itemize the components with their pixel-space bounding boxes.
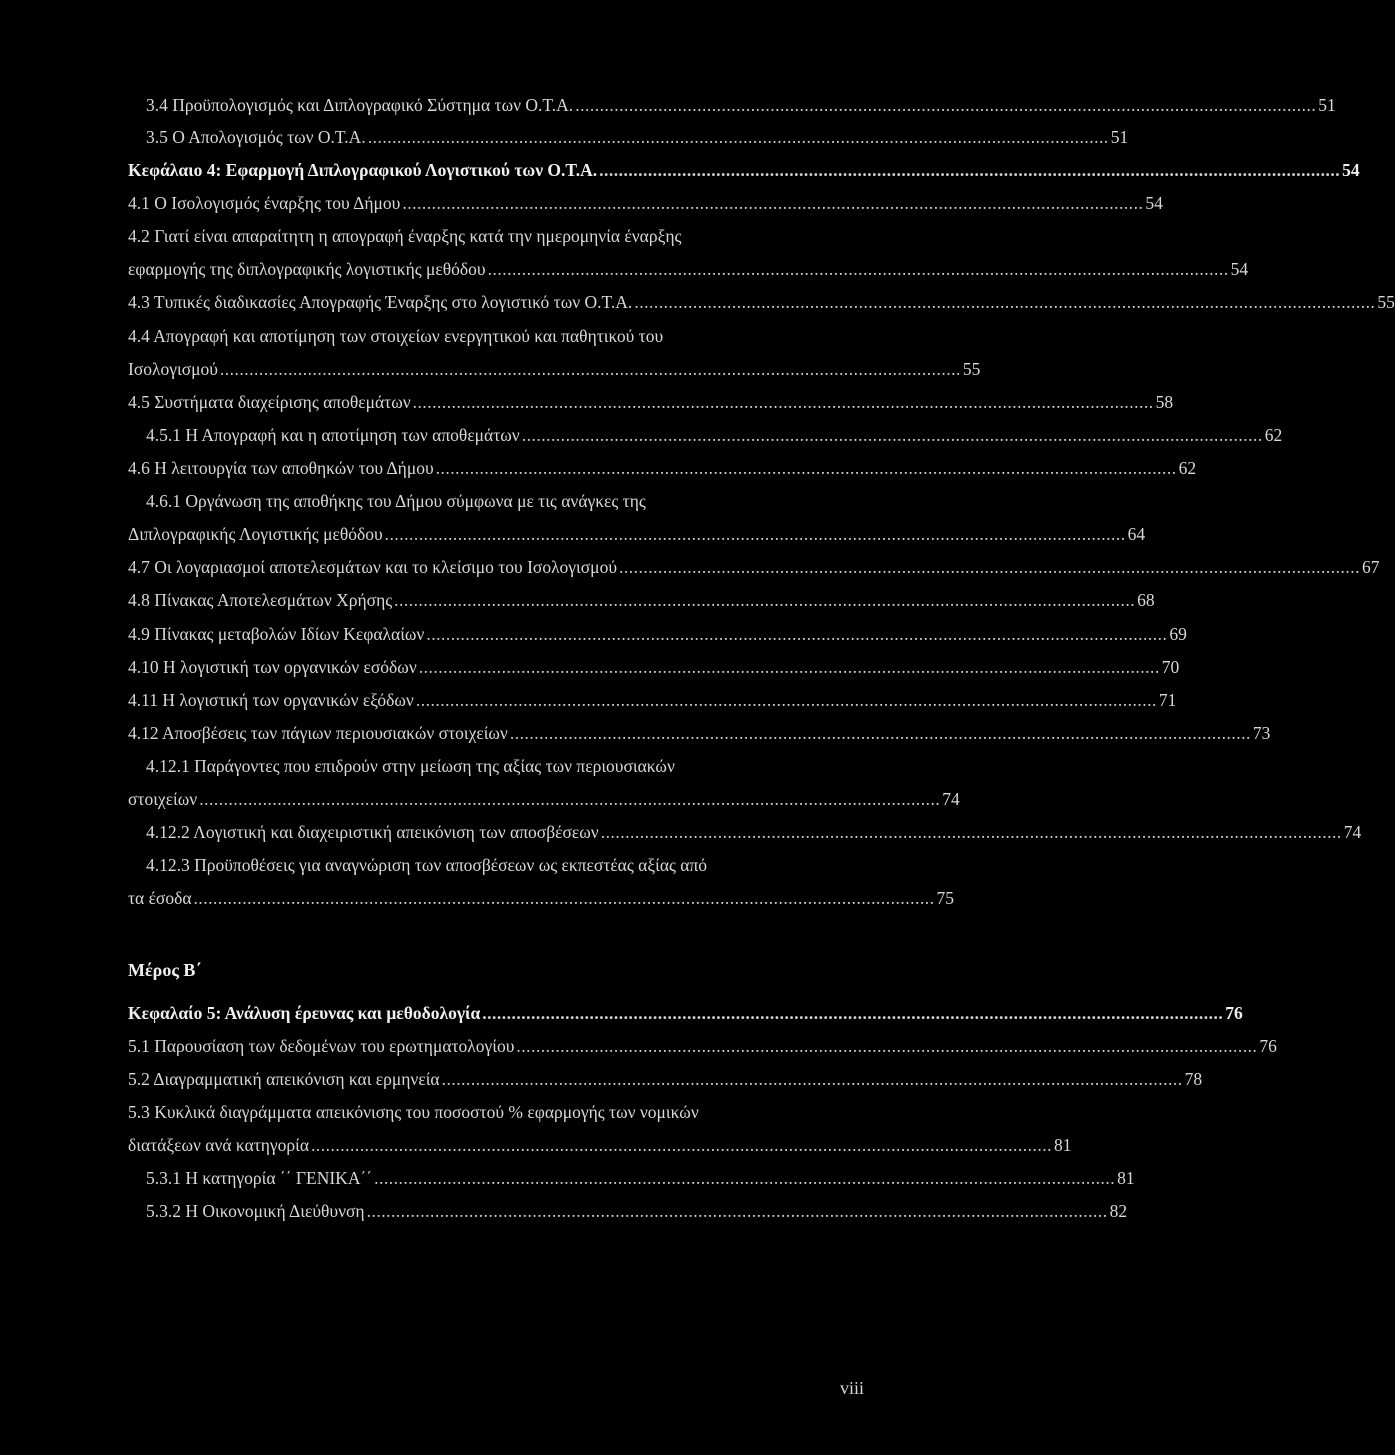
toc-entry-title: 4.5 Συστήματα διαχείρισης αποθεμάτων xyxy=(128,392,411,412)
dot-leader: ........................................................................................................................................................ xyxy=(415,690,1157,710)
toc-entry-page: 54 xyxy=(1145,193,1163,213)
dot-leader: ........................................................................................................................................................ xyxy=(366,1201,1108,1221)
toc-entry-page: 64 xyxy=(1127,524,1146,544)
toc-entry-page: 76 xyxy=(1259,1036,1277,1056)
toc-entry-title: εφαρμογής της διπλογραφικής λογιστικής μεθόδου xyxy=(128,259,486,279)
toc-entry-page: 62 xyxy=(1178,458,1197,478)
dot-leader: ........................................................................................................................................................ xyxy=(575,95,1317,115)
dot-leader: ........................................................................................................................................................ xyxy=(394,590,1136,610)
dot-leader: ........................................................................................................................................................ xyxy=(402,193,1144,213)
toc-entry-title: 4.12.2 Λογιστική και διαχειριστική απεικόνιση των αποσβέσεων xyxy=(146,822,599,842)
toc-entry-title: 3.4 Προϋπολογισμός και Διπλογραφικό Σύστημα των Ο.Τ.Α. xyxy=(146,95,574,115)
toc-entry-page: 74 xyxy=(1343,822,1362,842)
toc-entry[interactable] xyxy=(128,186,1163,214)
toc-entry[interactable] xyxy=(146,88,1336,116)
dot-leader: ........................................................................................................................................................ xyxy=(482,1003,1224,1023)
toc-entry-title: 5.1 Παρουσίαση των δεδομένων του ερωτηματολογίου xyxy=(128,1036,515,1056)
toc-entry-line[interactable] xyxy=(146,749,675,777)
toc-entry[interactable] xyxy=(128,650,1180,678)
toc-entry-title: 5.3.1 Η κατηγορία ΄΄ ΓΕΝΙΚΑ΄΄ xyxy=(146,1168,373,1188)
toc-entry-title: διατάξεων ανά κατηγορία xyxy=(128,1135,310,1155)
toc-entry-page: 51 xyxy=(1110,127,1129,147)
dot-leader: ........................................................................................................................................................ xyxy=(219,359,961,379)
toc-entry[interactable] xyxy=(146,1161,1135,1189)
toc-entry[interactable] xyxy=(128,683,1177,711)
dot-leader: ........................................................................................................................................................ xyxy=(199,789,941,809)
toc-entry[interactable] xyxy=(128,451,1197,479)
toc-entry-title: 4.9 Πίνακας μεταβολών Ιδίων Κεφαλαίων xyxy=(128,624,425,644)
toc-entry-line[interactable] xyxy=(128,319,663,347)
toc-entry-page: 51 xyxy=(1318,95,1336,115)
toc-entry-page: 71 xyxy=(1158,690,1177,710)
toc-entry-page: 68 xyxy=(1137,590,1155,610)
toc-entry-title: 4.6 Η λειτουργία των αποθηκών του Δήμου xyxy=(128,458,434,478)
toc-entry-title: στοιχείων xyxy=(128,789,198,809)
toc-entry-page: 62 xyxy=(1264,425,1283,445)
toc-entry-page: 74 xyxy=(942,789,960,809)
toc-entry-page: 76 xyxy=(1225,1003,1243,1023)
toc-entry-title: 5.3.2 Η Οικονομική Διεύθυνση xyxy=(146,1201,365,1221)
toc-entry-page: 81 xyxy=(1117,1168,1135,1188)
dot-leader: ........................................................................................................................................................ xyxy=(367,127,1109,147)
toc-entry-title: 4.5.1 Η Απογραφή και η αποτίμηση των αποθεμάτων xyxy=(146,425,520,445)
dot-leader: ........................................................................................................................................................ xyxy=(509,723,1251,743)
toc-entry-page: 67 xyxy=(1361,557,1380,577)
dot-leader: ........................................................................................................................................................ xyxy=(441,1069,1183,1089)
toc-entry[interactable] xyxy=(128,583,1155,611)
toc-entry-page: 81 xyxy=(1054,1135,1072,1155)
toc-entry-title: 5.2 Διαγραμματική απεικόνιση και ερμηνεία xyxy=(128,1069,440,1089)
toc-entry-title: τα έσοδα xyxy=(128,888,192,908)
toc-entry-page: 73 xyxy=(1252,723,1271,743)
dot-leader: ........................................................................................................................................................ xyxy=(516,1036,1258,1056)
toc-entry-title: Διπλογραφικής Λογιστικής μεθόδου xyxy=(128,524,383,544)
toc-entry-title: 5.3 Κυκλικά διαγράμματα απεικόνισης του ποσοστού % εφαρμογής των νομικών xyxy=(128,1102,699,1122)
toc-entry-page: 54 xyxy=(1342,160,1360,180)
toc-entry-title: 4.2 Γιατί είναι απαραίτητη η απογραφή έναρξης κατά την ημερομηνία έναρξης xyxy=(128,226,682,246)
toc-entry-page: 75 xyxy=(936,888,955,908)
toc-entry[interactable] xyxy=(128,1029,1277,1057)
dot-leader: ........................................................................................................................................................ xyxy=(521,425,1263,445)
toc-entry-title: Κεφάλαιο 4: Εφαρμογή Διπλογραφικού Λογιστικού των Ο.Τ.Α. xyxy=(128,160,598,180)
toc-entry[interactable] xyxy=(146,418,1283,446)
toc-entry[interactable] xyxy=(146,815,1362,843)
toc-entry-title: 4.11 Η λογιστική των οργανικών εξόδων xyxy=(128,690,414,710)
toc-entry[interactable] xyxy=(128,716,1271,744)
toc-entry[interactable] xyxy=(128,1062,1203,1090)
toc-entry-page: 78 xyxy=(1184,1069,1203,1089)
dot-leader: ........................................................................................................................................................ xyxy=(384,524,1126,544)
toc-entry-page: 58 xyxy=(1155,392,1174,412)
toc-entry[interactable] xyxy=(146,1194,1128,1222)
toc-entry-title: 4.6.1 Οργάνωση της αποθήκης του Δήμου σύμφωνα με τις ανάγκες της xyxy=(146,491,646,511)
toc-entry-title: 4.10 Η λογιστική των οργανικών εσόδων xyxy=(128,657,417,677)
toc-entry[interactable] xyxy=(128,617,1187,645)
toc-entry-line[interactable] xyxy=(146,484,646,512)
dot-leader: ........................................................................................................................................................ xyxy=(618,557,1360,577)
toc-entry-line[interactable] xyxy=(128,219,681,247)
dot-leader: ........................................................................................................................................................ xyxy=(426,624,1168,644)
toc-entry-page: 55 xyxy=(962,359,981,379)
dot-leader: ........................................................................................................................................................ xyxy=(374,1168,1116,1188)
toc-entry-title: Κεφαλαίο 5: Ανάλυση έρευνας και μεθοδολογία xyxy=(128,1003,481,1023)
toc-entry-line[interactable] xyxy=(146,848,707,876)
toc-entry[interactable] xyxy=(128,881,955,909)
toc-entry-page: 82 xyxy=(1109,1201,1128,1221)
toc-entry-page: 70 xyxy=(1161,657,1180,677)
page-number: viii xyxy=(840,1378,865,1398)
toc-entry-title: 4.12 Αποσβέσεις των πάγιων περιουσιακών στοιχείων xyxy=(128,723,508,743)
dot-leader: ........................................................................................................................................................ xyxy=(311,1135,1053,1155)
toc-chapter-entry[interactable] xyxy=(128,996,1243,1024)
toc-entry-page: 54 xyxy=(1230,259,1249,279)
toc-entry-title: 4.12.3 Προϋποθέσεις για αναγνώριση των αποσβέσεων ως εκπεστέας αξίας από xyxy=(146,855,708,875)
toc-entry[interactable] xyxy=(128,550,1380,578)
toc-entry[interactable] xyxy=(128,782,960,810)
dot-leader: ........................................................................................................................................................ xyxy=(600,822,1342,842)
toc-entry-title: 4.8 Πίνακας Αποτελεσμάτων Χρήσης xyxy=(128,590,393,610)
toc-entry-page: 55 xyxy=(1377,292,1395,312)
toc-entry[interactable] xyxy=(128,517,1146,545)
dot-leader: ........................................................................................................................................................ xyxy=(599,160,1341,180)
toc-entry-line[interactable] xyxy=(128,1095,699,1123)
toc-chapter-entry[interactable] xyxy=(128,153,1360,181)
toc-entry-page: 69 xyxy=(1169,624,1187,644)
toc-entry-title: 4.4 Απογραφή και αποτίμηση των στοιχείων ενεργητικού και παθητικού του xyxy=(128,326,664,346)
toc-entry-title: 4.3 Τυπικές διαδικασίες Απογραφής Έναρξης στο λογιστικό των Ο.Τ.Α. xyxy=(128,292,633,312)
toc-entry[interactable] xyxy=(128,252,1249,280)
toc-entry[interactable] xyxy=(128,352,981,380)
toc-entry-title: 4.1 Ο Ισολογισμός έναρξης του Δήμου xyxy=(128,193,401,213)
dot-leader: ........................................................................................................................................................ xyxy=(634,292,1376,312)
toc-entry-title: 4.7 Οι λογαριασμοί αποτελεσμάτων και το κλείσιμο του Ισολογισμού xyxy=(128,557,617,577)
toc-entry-title: Ισολογισμού xyxy=(128,359,218,379)
dot-leader: ........................................................................................................................................................ xyxy=(435,458,1177,478)
dot-leader: ........................................................................................................................................................ xyxy=(193,888,935,908)
part-heading: Μέρος Β΄ xyxy=(128,960,202,980)
toc-entry[interactable] xyxy=(146,120,1129,148)
toc-entry[interactable] xyxy=(128,385,1174,413)
toc-entry-title: 4.12.1 Παράγοντες που επιδρούν στην μείωση της αξίας των περιουσιακών xyxy=(146,756,675,776)
toc-entry[interactable] xyxy=(128,1128,1072,1156)
toc-entry-title: 3.5 Ο Απολογισμός των Ο.Τ.Α. xyxy=(146,127,366,147)
dot-leader: ........................................................................................................................................................ xyxy=(487,259,1229,279)
dot-leader: ........................................................................................................................................................ xyxy=(412,392,1154,412)
toc-entry[interactable] xyxy=(128,285,1395,313)
dot-leader: ........................................................................................................................................................ xyxy=(418,657,1160,677)
